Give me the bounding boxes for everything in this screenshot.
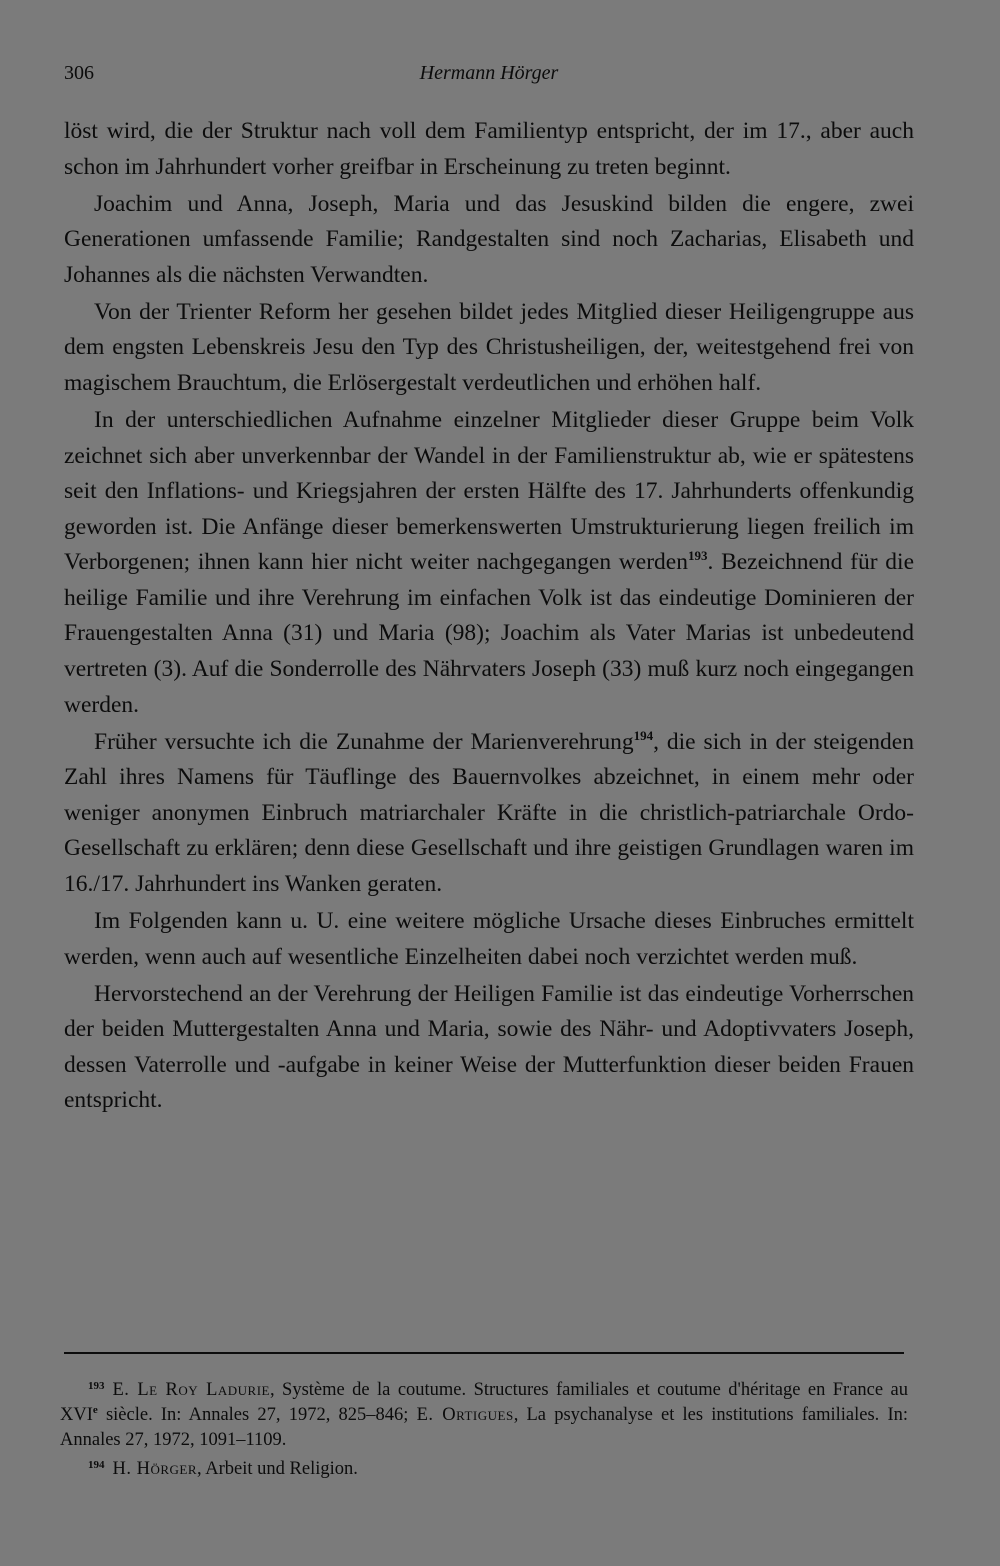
paragraph: [64, 725, 914, 903]
footnote: [60, 1374, 908, 1453]
footnote-author: E. Ortigues: [416, 1405, 514, 1425]
footnote-text: , La psychanalyse et les institutions familiales. In: Annales 27, 1972, 1091–1109.: [60, 1405, 908, 1450]
footnote-reference: 193: [687, 548, 708, 564]
page-number: 306: [64, 62, 94, 84]
paragraph: [64, 403, 914, 723]
footnote-author: H. Hörger: [112, 1459, 198, 1479]
footnotes: [60, 1374, 908, 1482]
paragraph: Im Folgenden kann u. U. eine weitere mögliche Ursache dieses Einbruches ermittelt werden, wenn auch auf wesentliche Einzelheiten dabei noch verzichtet werden muß.: [64, 908, 914, 970]
main-text: [64, 114, 914, 1120]
paragraph: löst wird, die der Struktur nach voll dem Familientyp entspricht, der im 17., aber auch schon im Jahrhundert vorher greifbar in Erscheinung zu treten beginnt.: [64, 118, 914, 180]
running-head: Hermann Hörger: [419, 62, 559, 84]
footnote: [60, 1453, 908, 1482]
footnote-divider: [64, 1352, 904, 1354]
footnote-reference: 194: [633, 727, 654, 743]
paragraph: Von der Trienter Reform her gesehen bildet jedes Mitglied dieser Heiligengruppe aus dem engsten Lebenskreis Jesu den Typ des Christusheiligen, der, weitestgehend frei von magischem Brauchtum, die Erlösergestalt verdeutlichen und erhöhen half.: [64, 298, 914, 396]
paragraph: Joachim und Anna, Joseph, Maria und das Jesuskind bilden die engere, zwei Generationen umfassende Familie; Randgestalten sind noch Zacharias, Elisabeth und Johannes als die nächsten Verwandten.: [64, 190, 914, 288]
footnote-text: , Système de la coutume. Structures familiales et coutume d'héritage en France au XVI: [60, 1380, 908, 1425]
paragraph-text: , die sich in der steigenden Zahl ihres Namens für Täuflinge des Bauernvolkes abzeichnet, in einem mehr oder weniger anonymen Einbruch matriarchaler Kräfte in die christlich-patriarchale Ordo-Gesellschaft zu erklären; denn diese Gesellschaft und ihre geistigen Grundlagen waren im 16./17. Jahrhundert ins Wanken geraten.: [64, 728, 914, 898]
footnote-superscript: e: [92, 1404, 98, 1416]
footnote-number: 193: [88, 1380, 105, 1392]
footnote-text: siècle. In: Annales 27, 1972, 825–846;: [97, 1405, 417, 1425]
footnote-number: 194: [88, 1459, 105, 1471]
paragraph: Hervorstechend an der Verehrung der Heiligen Familie ist das eindeutige Vorherrschen der beiden Muttergestalten Anna und Maria, sowie des Nähr- und Adoptivvaters Joseph, dessen Vaterrolle und -aufgabe in keiner Weise der Mutterfunktion dieser beiden Frauen entspricht.: [64, 980, 914, 1114]
footnote-text: , Arbeit und Religion.: [197, 1459, 358, 1479]
footnote-author: E. Le Roy Ladurie: [112, 1380, 270, 1400]
paragraph-text: In der unterschiedlichen Aufnahme einzelner Mitglieder dieser Gruppe beim Volk zeichnet sich aber unverkennbar der Wandel in der Familienstruktur ab, wie er spätestens seit den Inflations- und Kriegsjahren der ersten Hälfte des 17. Jahrhunderts offenkundig geworden ist. Die Anfänge dieser bemerkenswerten Umstrukturierung liegen freilich im Verborgenen; ihnen kann hier nicht weiter nachgegangen werden: [64, 406, 914, 576]
paragraph-text: . Bezeichnend für die heilige Familie und ihre Verehrung im einfachen Volk ist das eindeutige Dominieren der Frauengestalten Anna (31) und Maria (98); Joachim als Vater Marias ist unbedeutend vertreten (3). Auf die Sonderrolle des Nährvaters Joseph (33) muß kurz noch eingegangen werden.: [64, 549, 914, 718]
page-header: [64, 62, 914, 92]
paragraph-text: Früher versuchte ich die Zunahme der Marienverehrung: [94, 728, 634, 755]
